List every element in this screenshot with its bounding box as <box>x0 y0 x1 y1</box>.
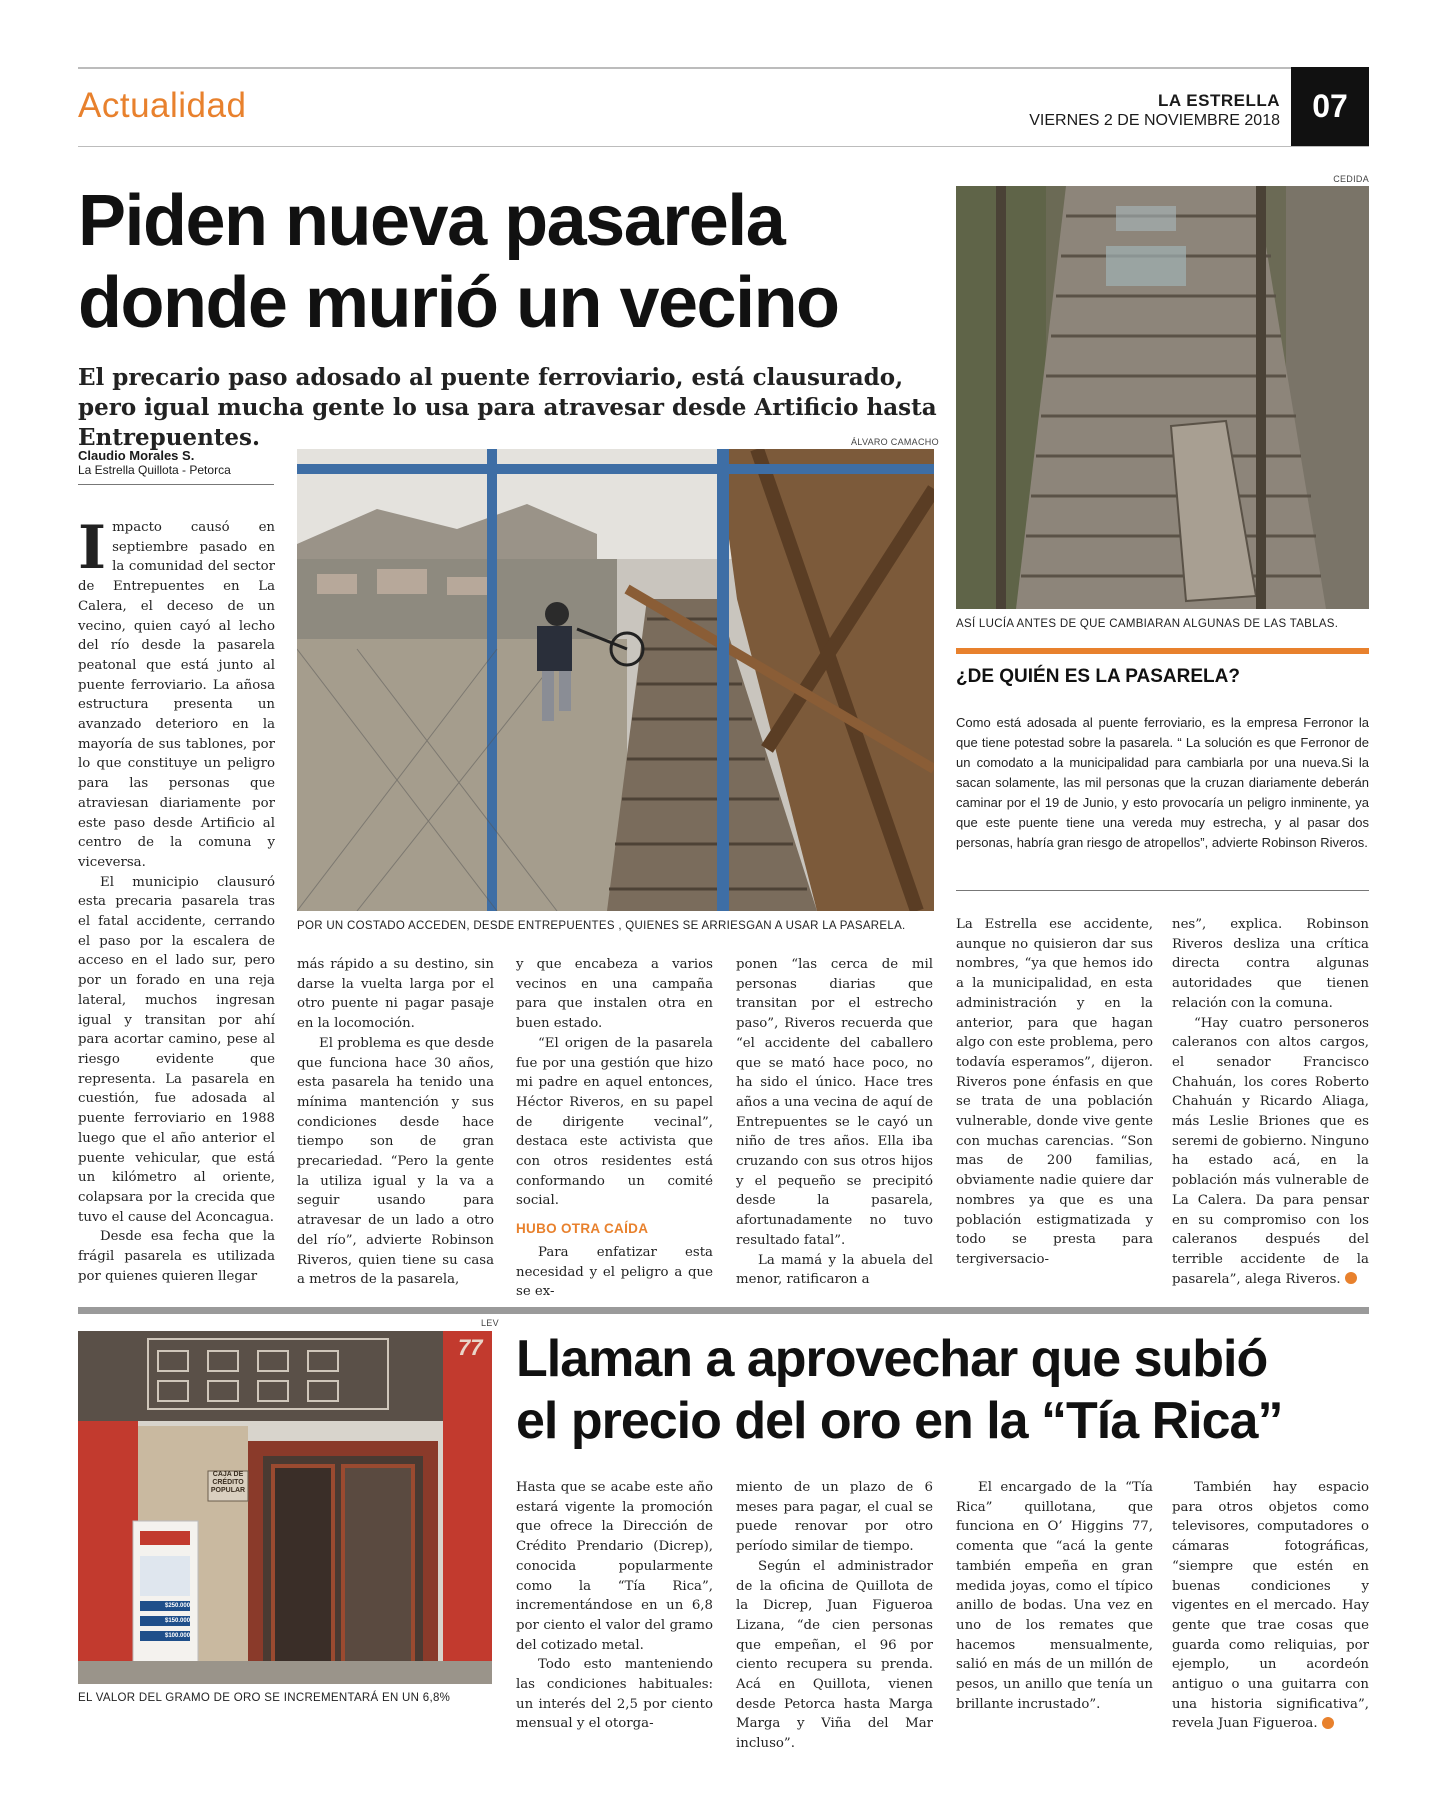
article2-col2 <box>736 1478 933 1754</box>
article1-paragraph: La Estrella ese accidente, aunque no quisieron dar sus nombres, “ya que hemos ido a la municipalidad, en esta administración y en la anterior, para que hagan algo con este problema, pero todavía esperamos”, dijeron. Riveros pone énfasis en que se trata de una población vulnerable, donde vive gente con muchas carencias. “Son mas de 200 familias, obviamente nadie quiere dar nombres ya que es una población estigmatizada y todo se presta para tergiversacio- <box>956 917 1153 1267</box>
article1-paragraph: y que encabeza a varios vecinos en una campaña para que instalen otra en buen estado. <box>516 957 713 1032</box>
article1-headline <box>78 180 958 344</box>
section-divider <box>78 1307 1369 1314</box>
article1-col6 <box>1172 915 1369 1289</box>
article1-paragraph: El municipio clausuró esta precaria pasarela tras el fatal accidente, cerrando el paso por la escalera de acceso en el lado sur, pero por un forado en una reja lateral, muchos ingresan igual y transitan por ahí para acortar camino, pese al riesgo evidente que representa. La pasarela en cuestión, fue adosada al puente ferroviario en 1988 luego que el año anterior el puente vehicular, que está un kilómetro al oriente, colapsara por la crecida que tuvo el cause del Aconcagua. <box>78 874 275 1225</box>
article2-photo-storefront <box>78 1331 492 1684</box>
article2-paragraph: Todo esto manteniendo las condiciones habituales: un interés del 2,5 por ciento mensual y el otorga- <box>516 1657 713 1732</box>
sidebar-title: ¿DE QUIÉN ES LA PASARELA? <box>956 666 1240 687</box>
side-photo-caption: ASÍ LUCÍA ANTES DE QUE CAMBIARAN ALGUNAS DE LAS TABLAS. <box>956 618 1339 630</box>
sidebar-accent-bar <box>956 648 1369 654</box>
article1-subhead: HUBO OTRA CAÍDA <box>516 1221 649 1237</box>
article1-paragraph <box>1172 1014 1369 1290</box>
poster-value: $100.000 <box>165 1633 191 1639</box>
article2-paragraph: El encargado de la “Tía Rica” quillotana, que funciona en O’ Higgins 77, comenta que “acá la gente también empeña en gran medida joyas, como el típico anillo de bodas. Una vez en uno de los remates que hacemos mensualmente, salió en más de un millón de pesos, un anillo que tenía un brillante incrustado”. <box>956 1480 1153 1712</box>
dropcap: I <box>78 513 107 583</box>
article2-paragraph: Hasta que se acabe este año estará vigente la promoción que ofrece la Dirección de Crédito Prendario (Dicrep), conocida popularmente como la “Tía Rica”, incrementándose en un 6,8 por ciento el valor del gramo del cotizado metal. <box>516 1480 713 1653</box>
article1-paragraph: Desde esa fecha que la frágil pasarela es utilizada por quienes quieren llegar <box>78 1229 275 1284</box>
issue-date: VIERNES 2 DE NOVIEMBRE 2018 <box>1029 112 1280 129</box>
article1-headline-line1: Piden nueva pasarela <box>78 181 785 261</box>
article1-headline-line2: donde murió un vecino <box>78 263 839 343</box>
author-org: La Estrella Quillota - Petorca <box>78 463 231 477</box>
article1-col5 <box>956 915 1153 1270</box>
end-of-article-icon <box>1322 1717 1334 1729</box>
article1-paragraph: La mamá y la abuela del menor, ratificaron a <box>736 1252 933 1288</box>
article1-paragraph: nes”, explica. Robinson Riveros desliza una crítica directa contra algunas autoridades que tienen relación con la comuna. <box>1172 917 1369 1011</box>
article2-col3 <box>956 1478 1153 1714</box>
article2-headline-line2: el precio del oro en la “Tía Rica” <box>516 1392 1283 1450</box>
article1-paragraph: mpacto causó en septiembre pasado en la comunidad del sector de Entrepuentes en La Calera, el deceso de un vecino, quien cayó al lecho del río desde la pasarela peatonal que está junto al puente ferroviario. La añosa estructura presenta un avanzado deterioro en la mayoría de sus tablones, por lo que constituye un peligro para las personas que atraviesan diariamente por este paso desde Artificio al centro de la comuna y viceversa. <box>78 520 275 870</box>
article2-photo-caption: EL VALOR DEL GRAMO DE ORO SE INCREMENTARÁ EN UN 6,8% <box>78 1692 451 1704</box>
header-bottom-rule <box>78 146 1369 147</box>
article2-col1 <box>516 1478 713 1734</box>
side-photo-credit: CEDIDA <box>1333 174 1369 184</box>
newspaper-name: LA ESTRELLA <box>1158 91 1280 110</box>
article1-paragraph: más rápido a su destino, sin darse la vuelta larga por el otro puente ni pagar pasaje en la locomoción. <box>297 957 494 1032</box>
poster-value: $250.000 <box>165 1603 191 1609</box>
article2-paragraph: Según el administrador de la oficina de Quillota de la Dicrep, Juan Figueroa Lizana, “de cien personas que empeñan, el 96 por ciento recupera su prenda. Acá en Quillota, vienen desde Petorca hasta Marga Marga y Viña del Mar incluso”. <box>736 1558 933 1752</box>
page-number: 07 <box>1291 67 1369 146</box>
door-number: 77 <box>458 1335 483 1360</box>
article1-paragraph: “El origen de la pasarela fue por una gestión que hizo mi padre en aquel entonces, Héctor Riveros, en su papel de dirigente vecinal”, destaca este activista que con otros residentes está conformando un comité social. <box>516 1035 713 1209</box>
article1-col4 <box>736 955 933 1290</box>
main-photo-credit: ÁLVARO CAMACHO <box>851 437 939 447</box>
article2-paragraph <box>1172 1478 1369 1734</box>
author-name: Claudio Morales S. <box>78 448 195 463</box>
main-photo-caption: POR UN COSTADO ACCEDEN, DESDE ENTREPUENTES , QUIENES SE ARRIESGAN A USAR LA PASARELA. <box>297 920 906 932</box>
article1-col2 <box>297 955 494 1290</box>
article2-col4 <box>1172 1478 1369 1734</box>
side-photo-bridge-planks <box>956 186 1369 609</box>
storefront-sign: CAJA DE CRÉDITO POPULAR <box>210 1471 246 1494</box>
article2-photo-credit: LEV <box>481 1318 499 1328</box>
masthead <box>1029 91 1280 130</box>
sidebar-bottom-rule <box>956 890 1369 891</box>
end-of-article-icon <box>1345 1272 1357 1284</box>
sidebar-text: Como está adosada al puente ferroviario, es la empresa Ferronor la que tiene potestad sobre la pasarela. “ La solución es que Ferronor de un comodato a la municipalidad para cambiarla por una nueva.Si la sacan solamente, las mil personas que la cruzan diariamente deberán caminar por el 19 de Junio, y esto provocaría un peligro inminente, ya que este puente tiene una vereda muy estrecha, y al pasar dos personas, habría gran riesgo de atropellos”, advierte Robinson Riveros. <box>956 715 1369 850</box>
article2-paragraph: miento de un plazo de 6 meses para pagar, el cual se puede renovar por otro período similar de tiempo. <box>736 1480 933 1555</box>
article1-col3 <box>516 955 713 1302</box>
article2-paragraph-text: También hay espacio para otros objetos como televisores, computadores o cámaras fotográficas, “siempre que estén en buenas condiciones y vigentes en el mercado. Hay gente que trae cosas que guarda como reliquias, por ejemplo, un acordeón antiguo o una guitarra con una historia significativa”, revela Juan Figueroa. <box>1172 1480 1369 1732</box>
article1-col1 <box>78 513 275 1286</box>
article2-headline-line1: Llaman a aprovechar que subió <box>516 1330 1268 1388</box>
section-label: Actualidad <box>78 86 247 125</box>
article1-deck: El precario paso adosado al puente ferroviario, está clausurado, pero igual mucha gente lo usa para atravesar desde Artificio hasta Entrepuentes. <box>78 364 937 451</box>
main-photo-footbridge <box>297 449 934 911</box>
article1-paragraph: ponen “las cerca de mil personas diarias que transitan por el estrecho paso”, Riveros recuerda que “el accidente del caballero que se mató hace poco, no ha sido el único. Hace tres años a una vecina de aquí de Entrepuentes se le cayó un niño de tres años. Ella iba cruzando con sus otros hijos y el pequeño se precipitó desde la pasarela, afortunadamente no tuvo resultado fatal”. <box>736 957 933 1248</box>
article1-paragraph: El problema es que desde que funciona hace 30 años, esta pasarela ha tenido una mínima mantención y sus condiciones desde hace tiempo son de gran precariedad. “Pero la gente la utiliza igual y la va a seguir usando para atravesar de un lado a otro del río”, advierte Robinson Riveros, quien tiene su casa a metros de la pasarela, <box>297 1035 494 1288</box>
byline <box>78 448 274 485</box>
header-top-rule <box>78 67 1369 69</box>
article2-headline <box>516 1328 1366 1452</box>
poster-value: $150.000 <box>165 1618 191 1624</box>
article1-paragraph: Para enfatizar esta necesidad y el peligro a que se ex- <box>516 1244 713 1300</box>
poster-values <box>165 1599 190 1644</box>
article1-paragraph-text: “Hay cuatro personeros caleranos con altos cargos, el senador Francisco Chahuán, los cores Roberto Chahuán y Ricardo Aliaga, más Leslie Briones que es seremi de gobierno. Ninguno ha estado acá, en la población más vulnerable de La Calera. Da para pensar en su compromiso con los caleranos después del terrible accidente de la pasarela”, alega Riveros. <box>1172 1015 1370 1287</box>
